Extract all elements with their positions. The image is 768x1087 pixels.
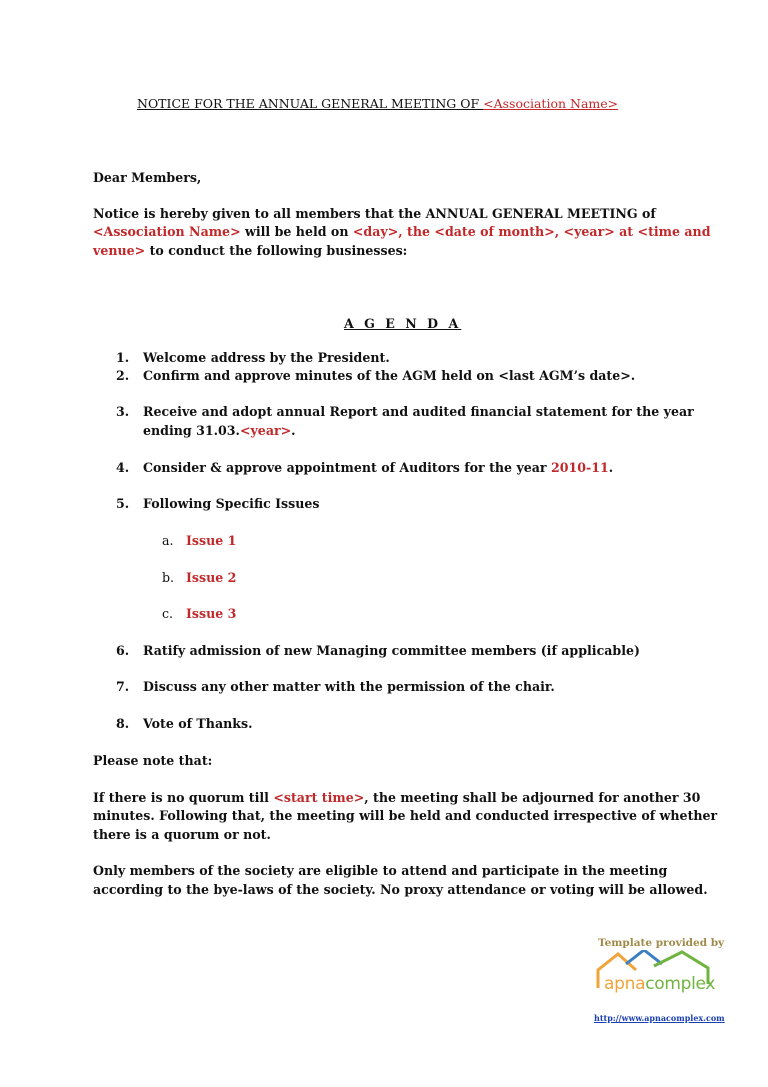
notice-line-1: Notice is hereby given to all members that the ANNUAL GENERAL MEETING of	[93, 206, 656, 221]
year-placeholder: <year>	[563, 224, 615, 239]
text-auditors: Consider & approve appointment of Auditors for the year	[143, 460, 551, 475]
issue-1: Issue 1	[186, 533, 237, 548]
issue-2: Issue 2	[186, 570, 237, 585]
title-text: NOTICE FOR THE ANNUAL GENERAL MEETING OF	[137, 96, 484, 111]
auditor-year: 2010-11	[550, 460, 609, 475]
agenda-item-2: Confirm and approve minutes of the AGM held on <last AGM’s date>.	[143, 368, 636, 383]
agenda-num-5: 5.	[116, 496, 130, 511]
agenda-item-5: Following Specific Issues	[143, 496, 320, 511]
agenda-num-4: 4.	[116, 460, 130, 475]
sub-letter-b: b.	[162, 570, 175, 585]
text-period-2: .	[608, 460, 614, 475]
notice-title	[137, 96, 618, 111]
date-placeholder: <date of month>	[434, 224, 555, 239]
time-venue-placeholder-a: <time and	[637, 224, 711, 239]
agenda-num-7: 7.	[116, 679, 130, 694]
association-placeholder: <Association Name>	[93, 224, 241, 239]
text-ending: ending 31.03.	[143, 423, 240, 438]
day-placeholder: <day>	[352, 224, 399, 239]
logo-word-apna: apna	[604, 974, 646, 994]
sub-letter-a: a.	[162, 533, 174, 548]
agenda-item-4	[143, 460, 613, 475]
notice-line-2	[93, 223, 711, 241]
quorum-line-1	[93, 789, 700, 807]
text-held-on: will be held on	[240, 224, 353, 239]
text-conduct: to conduct the following businesses:	[145, 243, 408, 258]
agenda-num-6: 6.	[116, 643, 130, 658]
members-line-1: Only members of the society are eligible to attend and participate in the meeting	[93, 863, 668, 878]
logo-wordmark	[604, 974, 715, 994]
members-line-2: according to the bye-laws of the society. No proxy attendance or voting will be allowed.	[93, 882, 708, 897]
agenda-num-3: 3.	[116, 404, 130, 419]
apnacomplex-link[interactable]: http://www.apnacomplex.com	[594, 1013, 725, 1023]
start-time-placeholder: <start time>	[273, 790, 365, 805]
notice-line-3	[93, 242, 407, 260]
logo-word-complex: complex	[645, 974, 716, 994]
note-heading: Please note that:	[93, 753, 213, 768]
agenda-num-8: 8.	[116, 716, 130, 731]
year-placeholder-2: <year>	[239, 423, 292, 438]
text-period: .	[291, 423, 296, 438]
agenda-item-1: Welcome address by the President.	[143, 350, 390, 365]
time-venue-placeholder-b: venue>	[93, 243, 146, 258]
text-comma: ,	[554, 224, 564, 239]
agenda-item-7: Discuss any other matter with the permission of the chair.	[143, 679, 555, 694]
text-comma-the: , the	[398, 224, 435, 239]
title-association-placeholder: <Association Name>	[483, 96, 619, 111]
agenda-item-8: Vote of Thanks.	[143, 716, 253, 731]
greeting: Dear Members,	[93, 170, 202, 185]
agenda-item-3-line-2	[143, 423, 296, 438]
text-at: at	[614, 224, 638, 239]
agenda-num-1: 1.	[116, 350, 130, 365]
quorum-line-3: there is a quorum or not.	[93, 827, 271, 842]
quorum-line-2: minutes. Following that, the meeting will be held and conducted irrespective of whether	[93, 808, 718, 823]
agenda-item-6: Ratify admission of new Managing committee members (if applicable)	[143, 643, 640, 658]
agenda-item-3-line-1: Receive and adopt annual Report and audited financial statement for the year	[143, 404, 694, 419]
text-adjourned: , the meeting shall be adjourned for another 30	[364, 790, 701, 805]
issue-3: Issue 3	[186, 606, 237, 621]
agenda-heading: A G E N D A	[344, 316, 462, 331]
text-quorum: If there is no quorum till	[93, 790, 274, 805]
apnacomplex-logo	[596, 950, 716, 1012]
template-credit: Template provided by	[598, 937, 725, 949]
agenda-num-2: 2.	[116, 368, 130, 383]
sub-letter-c: c.	[162, 606, 174, 621]
